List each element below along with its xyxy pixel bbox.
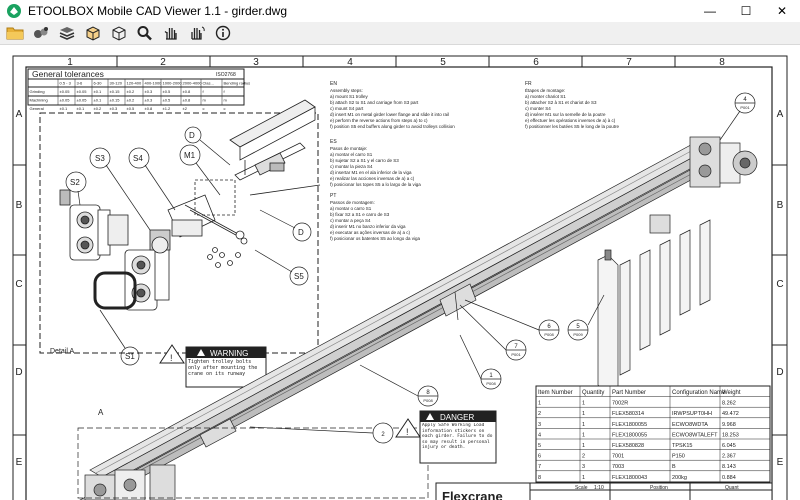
bom-header: Item Number — [538, 390, 573, 396]
bom-header: Configuration Name — [672, 390, 726, 396]
note-line: e) effectuer les opérations inverses de a) à c) — [525, 118, 616, 123]
tolerance-header: 0.5 - 3 — [59, 80, 71, 86]
layer-stack-button[interactable] — [56, 23, 78, 43]
tolerance-header: 3-6 — [76, 80, 83, 86]
cad-drawing[interactable] — [0, 45, 800, 500]
callout-a-marker: A — [98, 408, 104, 417]
bom-cell: 3 — [538, 421, 542, 428]
note-line: f) position S5 end buffers along girder to avoid trolleys collision — [330, 124, 455, 129]
bom-cell: 7 — [538, 464, 542, 471]
tolerance-cell: ±0.5 — [162, 89, 171, 94]
note-line: Étapes de montage: — [525, 88, 566, 93]
bom-cell: TPSK15 — [672, 443, 693, 449]
title-position-label: Position — [650, 485, 668, 491]
folder-icon — [6, 25, 24, 41]
tolerance-cell: m — [202, 97, 206, 103]
tolerance-header: 2000-4000 — [182, 80, 202, 86]
warning-title: WARNING — [210, 349, 249, 358]
svg-text:!: ! — [406, 427, 409, 437]
bom-cell: 4 — [538, 432, 542, 439]
title-scale-label: Scale — [575, 485, 588, 491]
bom-cell: 3 — [582, 464, 586, 471]
toolbar — [0, 22, 800, 45]
note-line: f) posicionar los topes S5 a lo largo de la viga — [330, 182, 421, 187]
tolerance-cell: ±0.1 — [93, 89, 102, 94]
close-button[interactable]: ✕ — [776, 4, 788, 18]
bom-cell: IRWPSUPT0HH — [672, 411, 712, 418]
tolerance-header: 400-1000 — [144, 80, 162, 86]
tolerance-header: 1000-2000 — [162, 80, 182, 86]
col-6: 6 — [533, 57, 539, 68]
zoom-button[interactable] — [134, 23, 156, 43]
tolerance-header: 30-120 — [109, 80, 122, 86]
note-line: Passos de montagem: — [330, 200, 375, 205]
note-line: a) monter chariot S1 — [525, 94, 566, 99]
bom-header: Part Number — [612, 390, 647, 396]
col-4: 4 — [347, 57, 353, 68]
tolerance-cell: ±0.5 — [126, 106, 135, 111]
tolerances-title: General tolerances — [32, 69, 104, 79]
note-line: Pasos de montaje: — [330, 146, 368, 151]
stack-icon — [58, 25, 76, 41]
bom-cell: 8.143 — [722, 464, 736, 471]
tolerance-cell: ±0.2 — [93, 106, 102, 111]
bom-header: Quantity — [582, 390, 605, 396]
bom-cell: 7001 — [612, 453, 625, 460]
bom-cell: 1 — [582, 421, 586, 428]
layers-icon — [32, 25, 50, 41]
tolerance-cell: ±0.3 — [109, 106, 118, 111]
wireframe-cube-icon — [110, 25, 128, 41]
rotate-hand-icon — [188, 25, 206, 41]
balloon-7-num: 7 — [514, 344, 518, 350]
bom-cell: 7002R — [612, 400, 629, 407]
tolerance-cell: ±0.15 — [109, 97, 120, 103]
tolerance-cell: f — [202, 89, 204, 94]
note-line: d) insertar M1 en el ala inferior de la viga — [330, 170, 412, 175]
note-line: a) mount S1 trolley — [330, 94, 368, 99]
balloon-2 — [250, 423, 393, 443]
tolerance-cell: Machining — [29, 97, 48, 103]
note-line: b) sujetar S2 a S1 y el carro de S3 — [330, 158, 399, 163]
balloon-8-num: 8 — [426, 390, 430, 396]
bom-cell: 9.968 — [722, 421, 736, 428]
row-c-right: C — [776, 279, 784, 290]
bom-cell: 1 — [582, 411, 586, 418]
danger-title: DANGER — [440, 413, 475, 422]
tolerance-cell: ±0.8 — [182, 89, 191, 94]
column-ruler — [117, 56, 675, 67]
tolerance-cell: ±0.05 — [59, 89, 70, 94]
note-line: d) inserir M1 no banzo inferior da viga — [330, 224, 406, 229]
tolerance-cell: ±0.3 — [144, 97, 153, 103]
tolerance-cell: ±0.05 — [76, 89, 87, 94]
tolerance-cell: ±1.2 — [162, 106, 171, 111]
pan-button[interactable] — [160, 23, 182, 43]
detail-a-label: Detail A — [50, 348, 75, 355]
note-line: c) montar a peça S4 — [330, 218, 371, 223]
balloon-6-num: 6 — [547, 324, 551, 330]
bom-cell: FLEX580314 — [612, 411, 645, 418]
tolerance-cell: ±0.1 — [93, 97, 102, 103]
tolerance-cell: c — [202, 106, 205, 111]
tolerance-cell: ±0.2 — [126, 97, 135, 103]
tolerance-cell: ±0.8 — [144, 106, 153, 111]
cube-icon — [84, 25, 102, 41]
row-b-right: B — [776, 200, 784, 211]
minimize-button[interactable]: — — [704, 4, 716, 18]
title-bar — [0, 0, 800, 23]
bom-cell: 8 — [538, 474, 542, 481]
note-line: e) executar as ações inversas de a) a c) — [330, 230, 411, 235]
tolerance-cell: ±0.15 — [109, 89, 120, 94]
tolerance-cell: ±0.05 — [76, 97, 87, 103]
open-folder-button[interactable] — [4, 23, 26, 43]
notes-fr-heading: FR — [525, 81, 532, 87]
tolerance-cell: ±0.1 — [59, 106, 68, 111]
info-icon — [214, 25, 232, 41]
app-logo-icon — [6, 3, 22, 19]
note-line: d) insérer M1 sur la semelle de la poutre — [525, 112, 606, 117]
balloon-4-num: 4 — [743, 97, 747, 103]
maximize-button[interactable]: ☐ — [740, 4, 752, 18]
bom-cell: 2.367 — [722, 453, 736, 460]
row-d-right: D — [776, 367, 784, 378]
note-line: b) attach S2 to S1 and carriage from S3 part — [330, 100, 419, 105]
warning-label — [160, 345, 266, 387]
svg-text:!: ! — [170, 353, 173, 363]
note-line: e) perform the reverse actions from steps a) to c) — [330, 118, 428, 123]
note-line: f) posicionar os batentes S5 ao longo da viga — [330, 236, 421, 241]
bom-cell: 2 — [538, 411, 542, 418]
notes-pt-heading: PT — [330, 193, 337, 199]
drawing-canvas[interactable] — [0, 45, 800, 500]
title-quant-label: Quant — [725, 485, 739, 491]
tolerance-cell: ±0.05 — [59, 97, 70, 103]
balloon-5-sub: P009 — [573, 332, 583, 337]
note-line: c) montar la pieza S4 — [330, 164, 373, 169]
tolerance-header: 120-400 — [126, 80, 142, 86]
row-a: A — [15, 109, 23, 120]
bom-cell: 1 — [582, 432, 586, 439]
bom-table — [536, 386, 770, 482]
col-7: 7 — [626, 57, 632, 68]
warning-text: Tighten trolley bolts only after mounting the crane on its runway — [188, 359, 258, 377]
tolerance-cell: m — [223, 97, 227, 103]
balloon-1-sub: P008 — [486, 381, 496, 386]
row-c: C — [15, 279, 23, 290]
balloon-4 — [720, 93, 755, 140]
tolerances-table — [28, 69, 250, 111]
bracket-s4-drawing — [168, 180, 247, 268]
row-b: B — [15, 200, 23, 211]
callout-d-right: D — [298, 228, 304, 237]
balloon-6-sub: P008 — [544, 332, 554, 337]
col-2: 2 — [160, 57, 166, 68]
rotate-button[interactable] — [186, 23, 208, 43]
bom-cell: 49.472 — [722, 411, 739, 418]
col-3: 3 — [253, 57, 259, 68]
note-line: c) monter S4 — [525, 106, 551, 111]
bom-cell: FLEX1800055 — [612, 421, 648, 428]
balloon-8-sub: P008 — [423, 398, 433, 403]
balloon-1-num: 1 — [489, 373, 493, 379]
tolerance-cell: ±0.1 — [76, 106, 85, 111]
col-5: 5 — [440, 57, 446, 68]
balloon-4-sub: P001 — [740, 105, 750, 110]
bom-cell: ECWO8WTALEFT — [672, 432, 718, 439]
tolerance-cell: ±0.3 — [144, 89, 153, 94]
row-d: D — [15, 367, 23, 378]
bom-cell: 7003 — [612, 464, 625, 471]
3d-box-button[interactable] — [82, 23, 104, 43]
note-line: b) fixar S2 a S1 e carro de S3 — [330, 212, 390, 217]
bom-cell: 2 — [582, 453, 586, 460]
bom-cell: 6 — [538, 453, 542, 460]
brand-logo: Flexcrane — [442, 489, 503, 500]
col-1: 1 — [67, 57, 73, 68]
hand-icon — [162, 25, 180, 41]
notes-en-heading: EN — [330, 81, 337, 87]
bom-cell: 1 — [582, 474, 586, 481]
callout-d-top: D — [189, 131, 195, 140]
balloon-2-num: 2 — [381, 432, 385, 438]
bom-cell: 0.884 — [722, 474, 736, 481]
balloon-7-sub: P001 — [511, 352, 521, 357]
note-line: f) positionner les butées S5 le long de la poutre — [525, 124, 620, 129]
bom-cell: 200kg — [672, 474, 687, 481]
tolerance-cell: c — [223, 106, 226, 111]
bom-cell: B — [672, 464, 676, 471]
tolerance-cell: General — [29, 106, 44, 111]
bom-cell: 18.253 — [722, 432, 739, 439]
callout-s2: S2 — [70, 178, 80, 187]
bom-cell: ECWO8WDTA — [672, 421, 708, 428]
bom-cell: 1 — [582, 443, 586, 449]
bom-cell: 8.262 — [722, 400, 736, 407]
row-a-right: A — [776, 109, 784, 120]
3d-view-button[interactable] — [108, 23, 130, 43]
callout-s4: S4 — [133, 154, 143, 163]
tolerance-cell: f — [223, 89, 225, 94]
tolerance-cell: ±2 — [182, 106, 187, 111]
danger-label — [396, 411, 496, 463]
balloon-5-num: 5 — [576, 324, 580, 330]
bom-header: Weight — [722, 390, 741, 396]
note-line: Assembly steps: — [330, 88, 363, 93]
callout-s5: S5 — [294, 272, 304, 281]
tolerance-header: Bending radius — [223, 80, 251, 86]
bom-cell: 6.045 — [722, 443, 736, 449]
callout-s1: S1 — [125, 352, 135, 361]
bom-cell: P150 — [672, 453, 685, 460]
notes-es-heading: ES — [330, 139, 337, 145]
note-line: a) montar o carro S1 — [330, 206, 372, 211]
row-e: E — [15, 457, 23, 468]
window-title: ETOOLBOX Mobile CAD Viewer 1.1 - girder.dwg — [28, 4, 287, 18]
tolerance-cell: ±0.2 — [126, 89, 135, 94]
callout-m1: M1 — [184, 151, 196, 160]
tolerance-cell: ±0.8 — [182, 97, 191, 103]
title-block — [436, 483, 772, 500]
bom-cell: 1 — [538, 400, 542, 407]
note-line: c) mount S4 part — [330, 106, 364, 111]
bom-cell: 1 — [582, 400, 586, 407]
tolerances-code: ISO2768 — [216, 72, 236, 78]
row-e-right: E — [776, 457, 784, 468]
tolerance-header: Clas... — [202, 80, 214, 86]
note-line: b) attacher S2 à S1 et chariot de S3 — [525, 100, 597, 105]
trolley-s2-drawing — [60, 190, 128, 260]
note-line: d) insert M1 on metal girder lower flange and slide it into rail — [330, 112, 450, 117]
note-line: e) realizar las acciones inversas de a) a c) — [330, 176, 415, 181]
bom-cell: FLEX1800055 — [612, 432, 648, 439]
bom-cell: 5 — [538, 443, 542, 449]
bom-cell: FLEX1800043 — [612, 474, 648, 481]
magnifier-icon — [136, 25, 154, 41]
tolerance-cell: ±0.5 — [162, 97, 171, 103]
callout-s3: S3 — [95, 154, 105, 163]
title-scale-value: 1:10 — [594, 485, 604, 491]
bom-cell: FLEX580828 — [612, 443, 645, 449]
layers-button[interactable] — [30, 23, 52, 43]
danger-text: Apply Safe Working Load information stickers on each girder. Failure to do so may result in personal injury or death. — [422, 423, 493, 451]
tolerance-cell: Grinding — [29, 89, 45, 94]
col-8: 8 — [719, 57, 725, 68]
tolerance-header: 6-30 — [93, 80, 102, 86]
rail-section-drawing — [230, 100, 320, 195]
note-line: a) montar el carro S1 — [330, 152, 373, 157]
info-button[interactable] — [212, 23, 234, 43]
